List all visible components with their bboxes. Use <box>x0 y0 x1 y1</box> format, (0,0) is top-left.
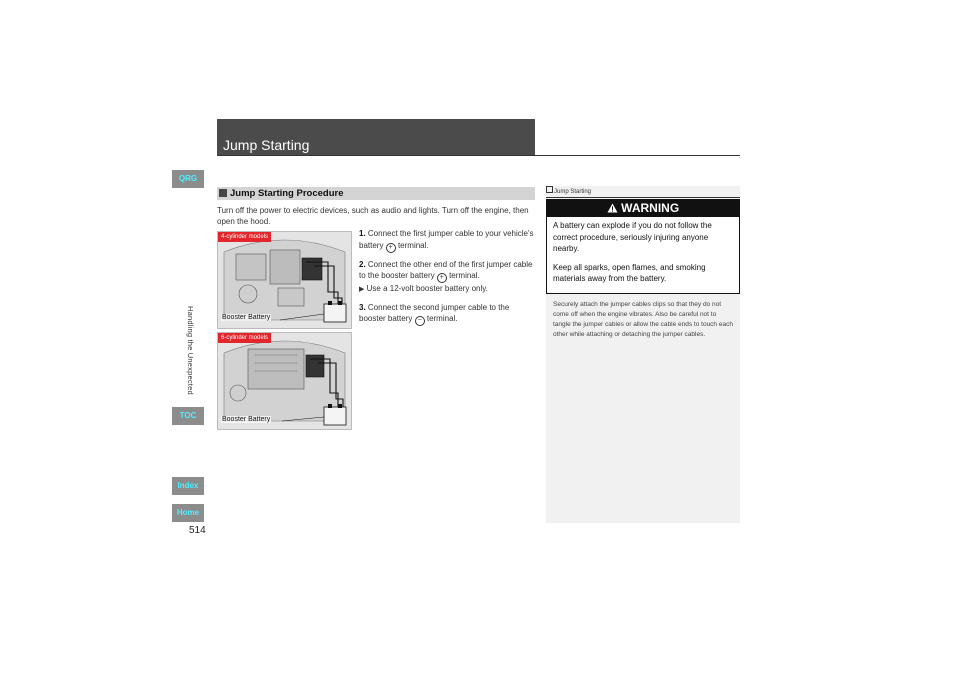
qrg-button[interactable]: QRG <box>172 170 204 188</box>
step-note <box>359 283 537 296</box>
reference-title: Jump Starting <box>554 189 592 195</box>
step-text-end: terminal. <box>397 240 429 250</box>
minus-terminal-icon: − <box>415 316 425 326</box>
section-heading-text: Jump Starting Procedure <box>230 188 344 199</box>
section-square-icon <box>219 189 227 197</box>
title-divider <box>217 155 740 156</box>
plus-terminal-icon: + <box>437 273 447 283</box>
step-note-text: Use a 12-volt booster battery only. <box>366 284 488 293</box>
step-item <box>359 228 537 253</box>
engine-figure-6cyl <box>217 332 352 430</box>
step-text: Connect the second jumper cable to the booster battery <box>359 302 510 323</box>
home-button[interactable]: Home <box>172 504 204 522</box>
reference-icon <box>546 186 553 193</box>
toc-button[interactable]: TOC <box>172 407 204 425</box>
page-title: Jump Starting <box>223 137 310 153</box>
intro-text: Turn off the power to electric devices, such as audio and lights. Turn off the engine, then open the hood. <box>217 206 529 226</box>
steps-list <box>359 228 537 332</box>
step-item <box>359 302 537 327</box>
booster-battery-label: Booster Battery <box>222 314 271 321</box>
step-text: Connect the first jumper cable to your vehicle's battery <box>359 229 534 250</box>
title-bar <box>217 119 535 156</box>
warning-paragraph: A battery can explode if you do not follow the correct procedure, seriously injuring anyone nearby. <box>553 221 712 253</box>
step-text-end: terminal. <box>449 271 480 280</box>
plus-terminal-icon: + <box>386 243 396 253</box>
page-number: 514 <box>189 525 206 536</box>
index-button[interactable]: Index <box>172 477 204 495</box>
warning-header <box>547 200 739 217</box>
step-item <box>359 259 537 296</box>
section-side-label: Handling the Unexpected <box>186 306 195 395</box>
warning-body <box>547 217 739 285</box>
model-badge: 6-cylinder models <box>218 333 271 343</box>
warning-triangle-icon <box>607 203 618 213</box>
cable-note: Securely attach the jumper cables clips so that they do not come off when the engine vibrates. Also be careful not to tangle the jumper cables or allow the cable ends to touch each other while attaching or detaching the jumper cables. <box>553 301 733 338</box>
reference-heading <box>546 186 740 198</box>
step-number: 3. <box>359 302 366 312</box>
step-text: Connect the other end of the first jumper cable to the booster battery <box>359 259 533 280</box>
section-heading <box>217 187 535 200</box>
step-text-end: terminal. <box>426 314 458 323</box>
engine-bay-illustration <box>218 333 351 429</box>
warning-box <box>546 199 740 294</box>
triangle-bullet-icon: ▶ <box>359 286 365 293</box>
engine-figure-4cyl <box>217 231 352 329</box>
step-number: 1. <box>359 229 366 238</box>
booster-battery-label: Booster Battery <box>222 416 271 423</box>
step-number: 2. <box>359 259 366 269</box>
model-badge: 4-cylinder models <box>218 232 271 242</box>
warning-title: WARNING <box>621 201 680 215</box>
warning-paragraph: Keep all sparks, open flames, and smoking materials away from the battery. <box>553 262 706 283</box>
